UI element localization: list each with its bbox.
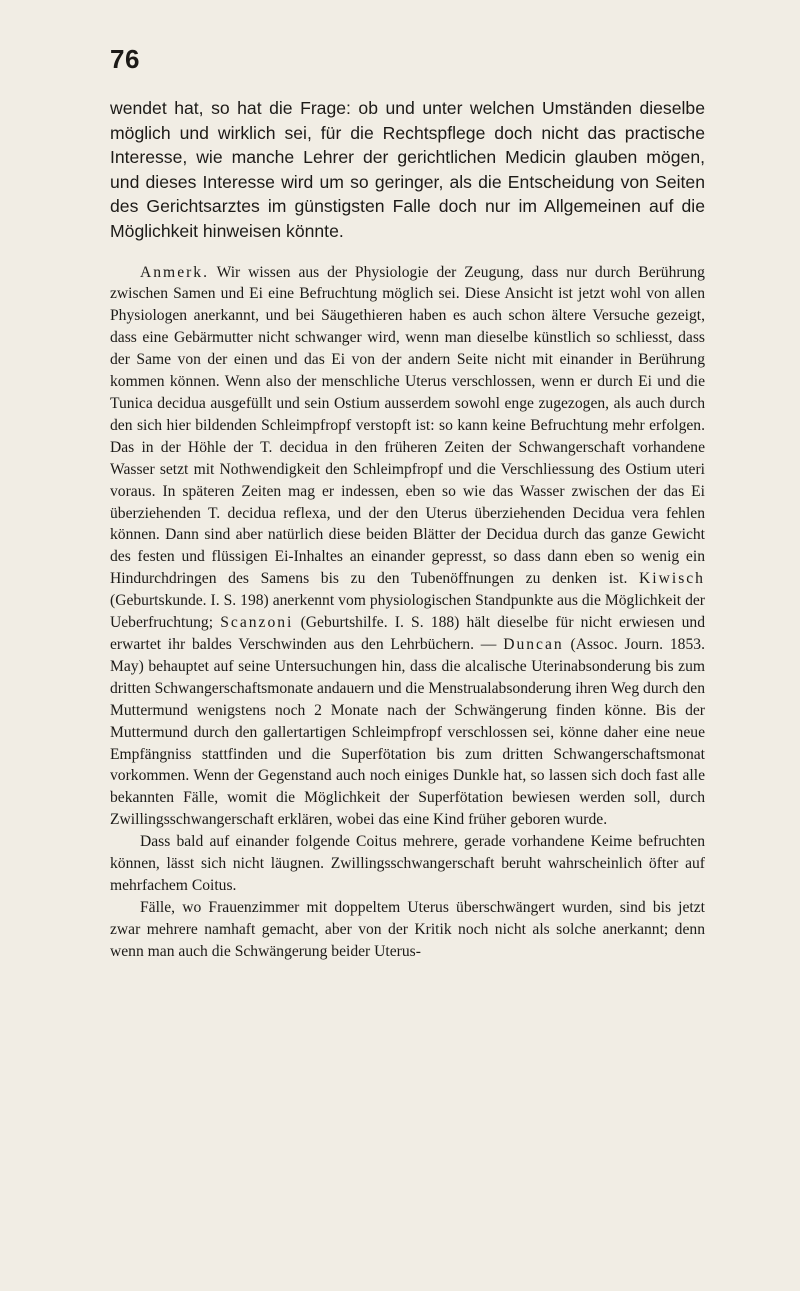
lead-paragraph: wendet hat, so hat die Frage: ob und unter welchen Umständen dieselbe möglich und wirklich sei, für die Rechtspflege doch nicht das practische Interesse, wie manche Lehrer der gerichtlichen Medicin glauben mögen, und dieses Interesse wird um so geringer, als die Entscheidung von Seiten des Gerichtsarztes im günstigsten Falle doch nur im Allgemeinen auf die Möglichkeit hinweisen könnte. <box>110 98 705 241</box>
note-text-a: Wir wissen aus der Physiologie der Zeugung, dass nur durch Berührung zwischen Samen und Ei eine Befruchtung möglich sei. Diese Ansicht ist jetzt wohl von allen Physiologen anerkannt, und bei Säugethieren haben es auch schon ältere Versuche gezeigt, dass eine Gebärmutter nicht schwanger wird, wenn man dieselbe künstlich so schliesst, dass der Same von der einen und das Ei von der andern Seite nicht mit einander in Berührung kommen können. Wenn also der menschliche Uterus verschlossen, wenn er durch Ei und die Tunica decidua ausgefüllt und sein Ostium ausserdem sowohl enge zugezogen, als auch durch den sich hier bildenden Schleimpfropf verstopft ist: so kann keine Befruchtung mehr erfolgen. Das in der Höhle der T. decidua in den früheren Zeiten der Schwangerschaft vorhandene Wasser setzt mit Nothwendigkeit den Schleimpfropf und die Verschliessung des Ostium uteri voraus. In späteren Zeiten mag er indessen, eben so wie das Wasser zwischen der das Ei überziehenden T. decidua reflexa, und der den Uterus überziehenden Decidua vera fehlen können. Dann sind aber natürlich diese beiden Blätter der Decidua durch das ganze Gewicht des festen und flüssigen Ei-Inhaltes an einander gepresst, so dass dann eben so wenig ein Hindurchdringen des Samens bis zu den Tubenöffnungen zu denken ist. <box>110 263 705 588</box>
author-duncan: Duncan <box>503 635 564 653</box>
note-text-c: (Geburtshilfe. I. S. 188) hält dieselbe für nicht erwiesen und erwartet ihr baldes Verschwinden aus den Lehrbüchern. — <box>110 614 705 653</box>
note-paragraph-2: Dass bald auf einander folgende Coitus mehrere, gerade vorhandene Keime befruchten können, lässt sich nicht läugnen. Zwillingsschwangerschaft beruht wahrscheinlich öfter auf mehrfachem Coitus. <box>110 833 705 894</box>
body-text <box>110 96 705 963</box>
note-label: Anmerk. <box>140 263 209 281</box>
note-text-d: (Assoc. Journ. 1853. May) behauptet auf seine Untersuchungen hin, dass die alcalische Uterinabsonderung bis zum dritten Schwangerschaftsmonate andauern und die Menstrualabsonderung ihren Weg durch den Muttermund wenigstens noch 2 Monate nach der Schwängerung finden könne. Bis der Muttermund durch den gallertartigen Schleimpfropf verschlossen sei, könne daher eine neue Empfängniss stattfinden und die Superfötation bis zum dritten Schwangerschaftsmonat vorkommen. Wenn der Gegenstand auch noch einiges Dunkle hat, so lassen sich doch fast alle bekannten Fälle, womit die Möglichkeit der Superfötation bewiesen werden soll, durch Zwillingsschwangerschaft erklären, wobei das eine Kind früher geboren wurde. <box>110 635 705 829</box>
note-text-b: (Geburtskunde. I. S. 198) anerkennt vom physiologischen Standpunkte aus die Möglichkeit der Ueberfruchtung; <box>110 592 705 632</box>
note-paragraph-1 <box>110 262 705 832</box>
note-paragraph-3: Fälle, wo Frauenzimmer mit doppeltem Uterus überschwängert wurden, sind bis jetzt zwar mehrere namhaft gemacht, aber von der Kritik noch nicht als solche anerkannt; denn wenn man auch die Schwängerung beider Uterus- <box>110 898 705 960</box>
author-kiwisch: Kiwisch <box>639 570 705 588</box>
author-scanzoni: Scanzoni <box>220 614 294 632</box>
page-number: 76 <box>110 44 140 74</box>
